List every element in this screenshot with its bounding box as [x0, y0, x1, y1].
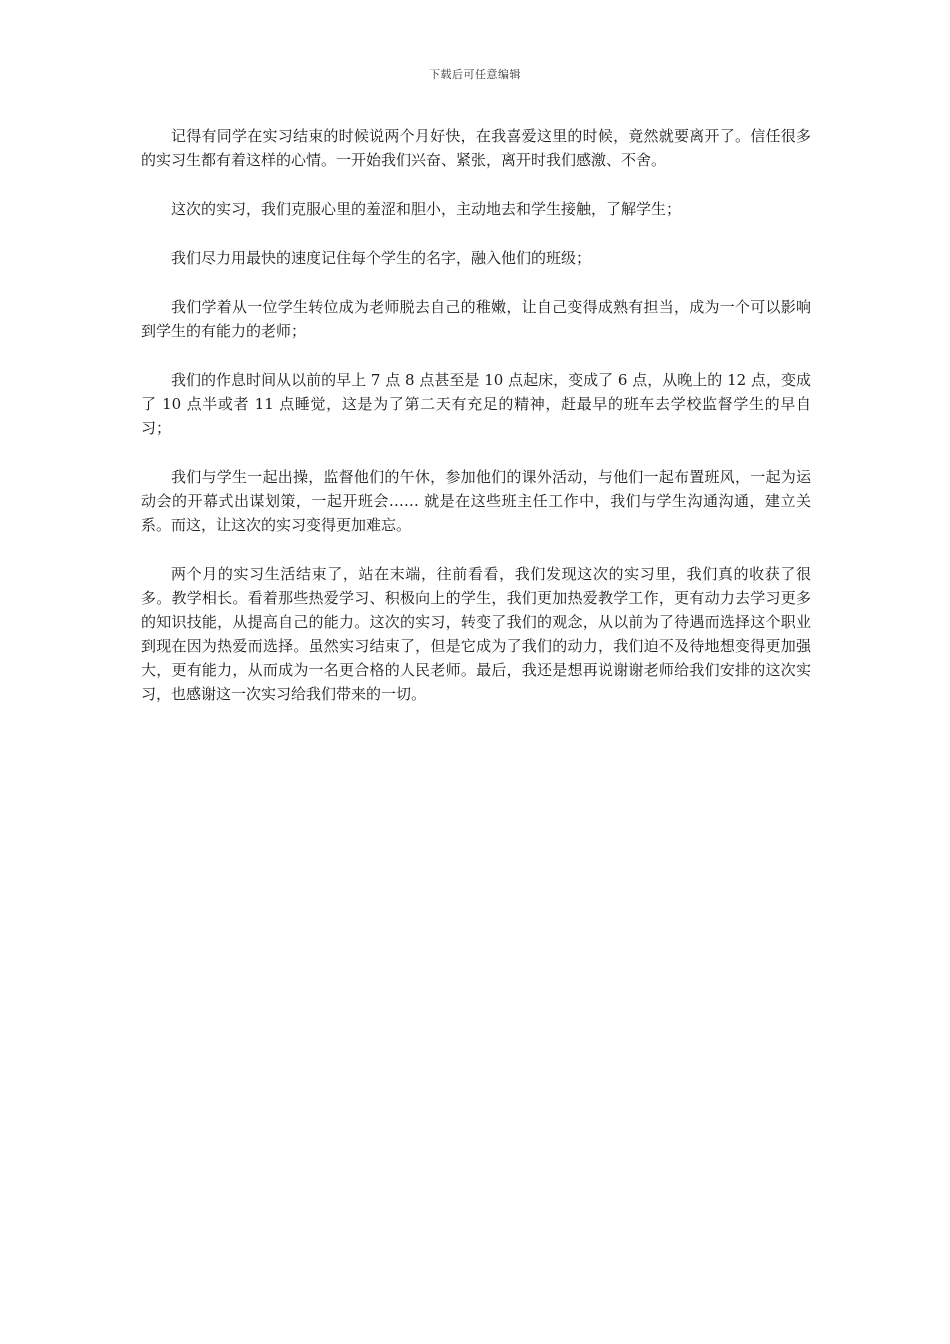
paragraph: 两个月的实习生活结束了，站在末端，往前看看，我们发现这次的实习里，我们真的收获了很多。教学相长。看着那些热爱学习、积极向上的学生，我们更加热爱教学工作，更有动力去学习更多的知识技能，从提高自己的能力。这次的实习，转变了我们的观念，从以前为了待遇而选择这个职业到现在因为热爱而选择。虽然实习结束了，但是它成为了我们的动力，我们迫不及待地想变得更加强大，更有能力，从而成为一名更合格的人民老师。最后，我还是想再说谢谢老师给我们安排的这次实习，也感谢这一次实习给我们带来的一切。: [141, 565, 811, 703]
paragraph: 我们尽力用最快的速度记住每个学生的名字，融入他们的班级；: [171, 249, 592, 267]
paragraph: 这次的实习，我们克服心里的羞涩和胆小，主动地去和学生接触，了解学生；: [171, 200, 682, 218]
paragraph: 我们学着从一位学生转位成为老师脱去自己的稚嫩，让自己变得成熟有担当，成为一个可以影响到学生的有能力的老师；: [141, 298, 811, 340]
paragraph: 记得有同学在实习结束的时候说两个月好快，在我喜爱这里的时候，竟然就要离开了。信任很多的实习生都有着这样的心情。一开始我们兴奋、紧张，离开时我们感激、不舍。: [141, 127, 811, 169]
page-header: 下载后可任意编辑: [429, 68, 521, 81]
document-body: [141, 124, 811, 731]
paragraph: 我们与学生一起出操，监督他们的午休，参加他们的课外活动，与他们一起布置班风，一起为运动会的开幕式出谋划策，一起开班会…… 就是在这些班主任工作中，我们与学生沟通沟通，建立关系。而这，让这次的实习变得更加难忘。: [141, 468, 811, 534]
paragraph: 我们的作息时间从以前的早上 7 点 8 点甚至是 10 点起床，变成了 6 点，从晚上的 12 点，变成了 10 点半或者 11 点睡觉，这是为了第二天有充足的精神，赶最早的班车去学校监督学生的早自习；: [141, 371, 811, 437]
